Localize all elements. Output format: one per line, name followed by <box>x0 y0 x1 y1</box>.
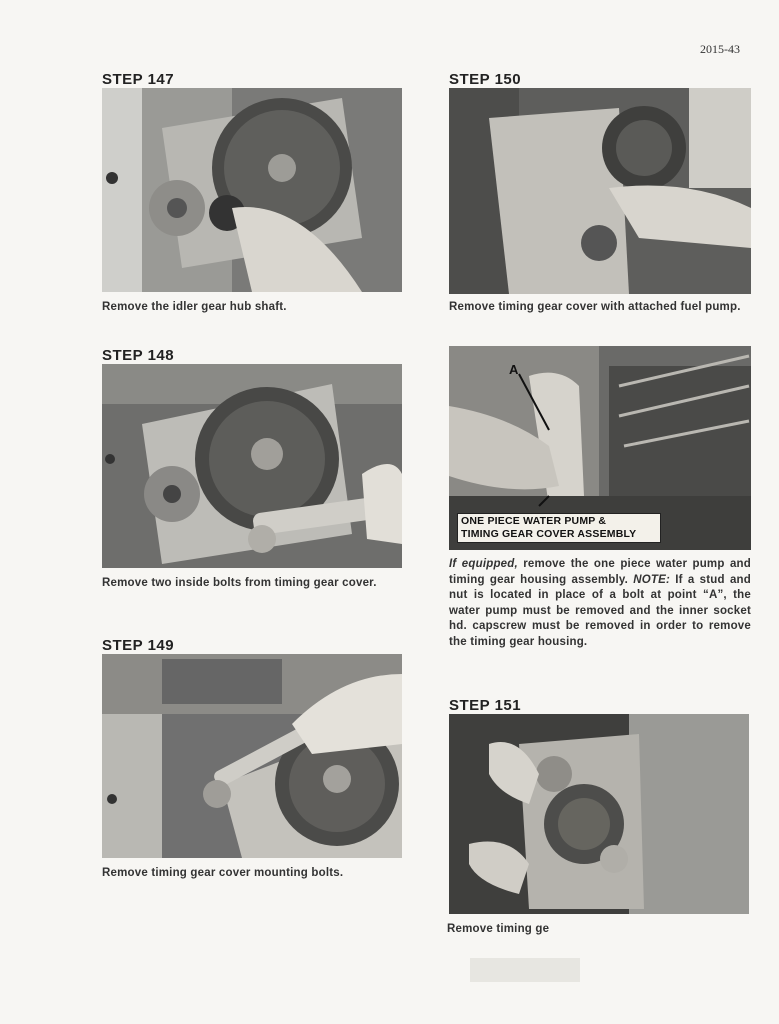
point-a-label: A <box>509 362 519 377</box>
step-151-caption: Remove timing ge <box>447 923 550 935</box>
label-box-line-1: ONE PIECE WATER PUMP & <box>461 515 607 527</box>
label-box-line-2: TIMING GEAR COVER ASSEMBLY <box>461 528 637 540</box>
caption-text-1: remove the one piece water pump and timing gear housing assembly. <box>449 558 751 586</box>
water-pump-label-box <box>457 513 661 543</box>
step-149-title: STEP 149 <box>102 637 175 654</box>
step-150-title: STEP 150 <box>449 71 522 88</box>
step-147-caption: Remove the idler gear hub shaft. <box>102 301 287 313</box>
step-148-photo <box>102 364 402 568</box>
step-150-photo <box>449 88 751 294</box>
caption-text-2: If a stud and nut is located in place of a bolt at point “A”, the water pump must be removed and the inner socket hd. capscrew must be removed in order to remove the timing gear housing. <box>449 573 751 648</box>
step-148-title: STEP 148 <box>102 347 175 364</box>
step-147-photo <box>102 88 402 292</box>
step-149-photo <box>102 654 402 858</box>
caption-italic: If equipped, <box>449 558 518 570</box>
step-147-title: STEP 147 <box>102 71 175 88</box>
step-148-caption: Remove two inside bolts from timing gear cover. <box>102 577 377 589</box>
step-151-title: STEP 151 <box>449 697 522 714</box>
step-149-caption: Remove timing gear cover mounting bolts. <box>102 867 344 879</box>
scan-smudge <box>470 958 580 982</box>
page-number: 2015-43 <box>700 42 740 56</box>
step-151-photo <box>449 714 749 914</box>
step-150-caption: Remove timing gear cover with attached fuel pump. <box>449 301 741 313</box>
water-pump-caption <box>449 557 751 650</box>
caption-note: NOTE: <box>633 573 671 586</box>
